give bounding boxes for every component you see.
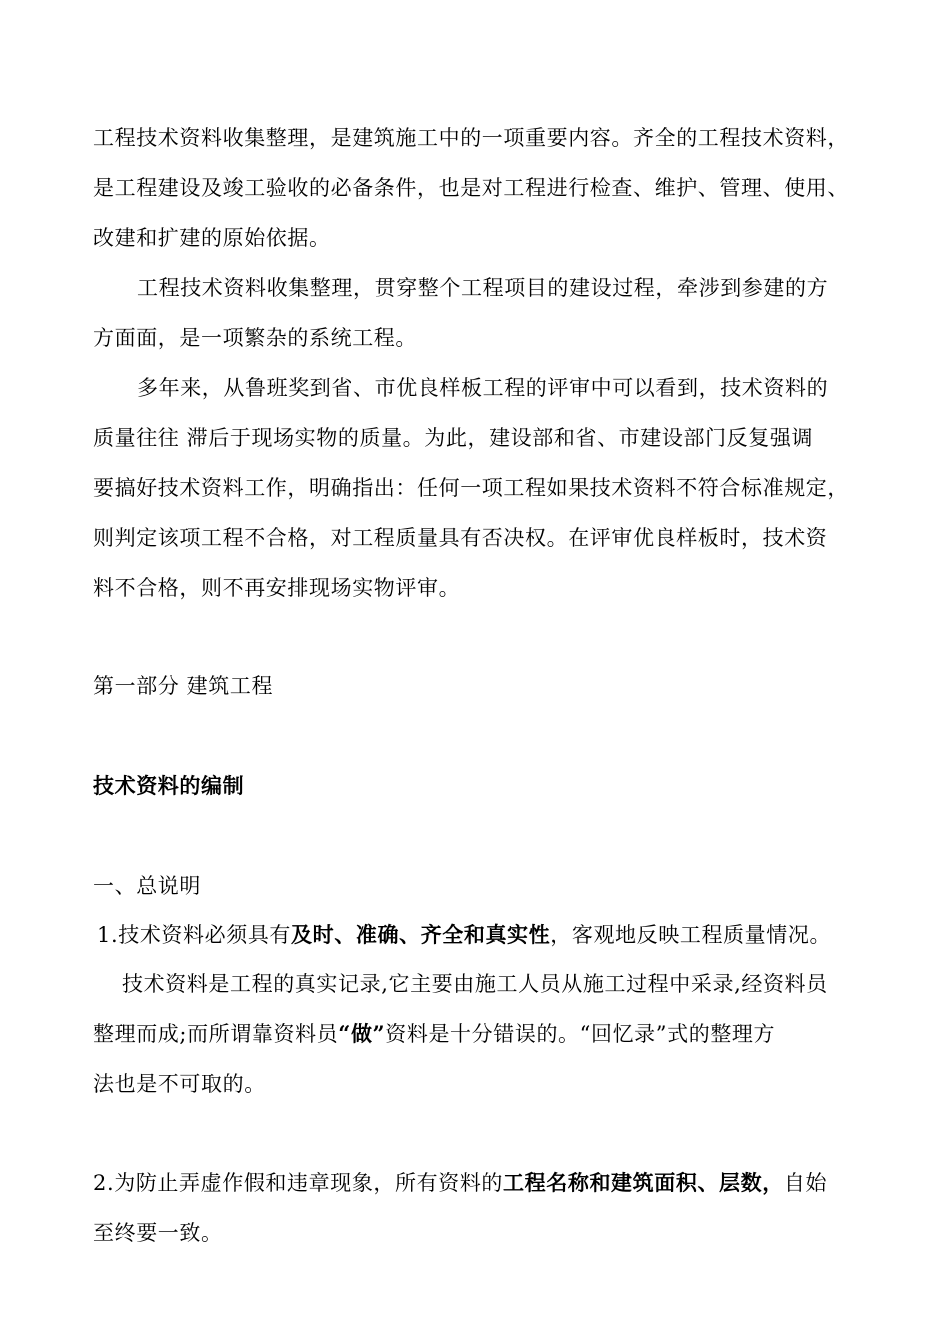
item-1-detail-line-1: 技术资料是工程的真实记录,它主要由施工人员从施工过程中采录,经资料员 <box>122 972 828 996</box>
item-1-detail-emphasis: “做” <box>338 1021 386 1046</box>
intro-paragraph-3-line-1: 多年来，从鲁班奖到省、市优良样板工程的评审中可以看到，技术资料的 <box>137 376 829 400</box>
intro-paragraph-3-line-4: 则判定该项工程不合格，对工程质量具有否决权。在评审优良样板时，技术资 <box>93 526 828 550</box>
item-1-prefix: 1.技术资料必须具有 <box>97 923 292 947</box>
item-1-detail-line-2 <box>93 1019 775 1049</box>
part-title: 第一部分 建筑工程 <box>93 674 274 698</box>
item-2-line-1 <box>93 1168 827 1198</box>
intro-paragraph-2-line-2: 方面面，是一项繁杂的系统工程。 <box>93 326 417 350</box>
item-2-line-2: 至终要一致。 <box>93 1221 223 1245</box>
item-1-emphasis: 及时、准确、齐全和真实性 <box>291 922 551 947</box>
intro-paragraph-1-line-3: 改建和扩建的原始依据。 <box>93 226 331 250</box>
item-1-detail-line-2-prefix: 整理而成;而所谓靠资料员 <box>93 1022 339 1046</box>
item-1-suffix: ，客观地反映工程质量情况。 <box>550 923 832 947</box>
intro-paragraph-3-line-2: 质量往往 滞后于现场实物的质量。为此，建设部和省、市建设部门反复强调 <box>93 426 814 450</box>
intro-paragraph-3-line-3: 要搞好技术资料工作，明确指出：任何一项工程如果技术资料不符合标准规定， <box>93 476 849 500</box>
section-title: 技术资料的编制 <box>93 773 245 798</box>
item-1-detail-line-2-suffix: 资料是十分错误的。“回忆录”式的整理方 <box>385 1022 776 1046</box>
subsection-title: 一、总说明 <box>93 874 201 898</box>
intro-paragraph-1-line-2: 是工程建设及竣工验收的必备条件，也是对工程进行检查、维护、管理、使用、 <box>93 176 849 200</box>
item-2-emphasis: 工程名称和建筑面积、层数， <box>503 1170 784 1195</box>
intro-paragraph-2-line-1: 工程技术资料收集整理，贯穿整个工程项目的建设过程，牵涉到参建的方 <box>137 276 829 300</box>
intro-paragraph-3-line-5: 料不合格，则不再安排现场实物评审。 <box>93 576 461 600</box>
item-1 <box>97 920 831 950</box>
intro-paragraph-1-line-1: 工程技术资料收集整理，是建筑施工中的一项重要内容。齐全的工程技术资料， <box>93 126 849 150</box>
item-2-suffix: 自始 <box>783 1171 828 1195</box>
item-2-prefix: 2.为防止弄虚作假和违章现象，所有资料的 <box>93 1171 504 1195</box>
item-1-detail-line-3: 法也是不可取的。 <box>93 1072 266 1096</box>
